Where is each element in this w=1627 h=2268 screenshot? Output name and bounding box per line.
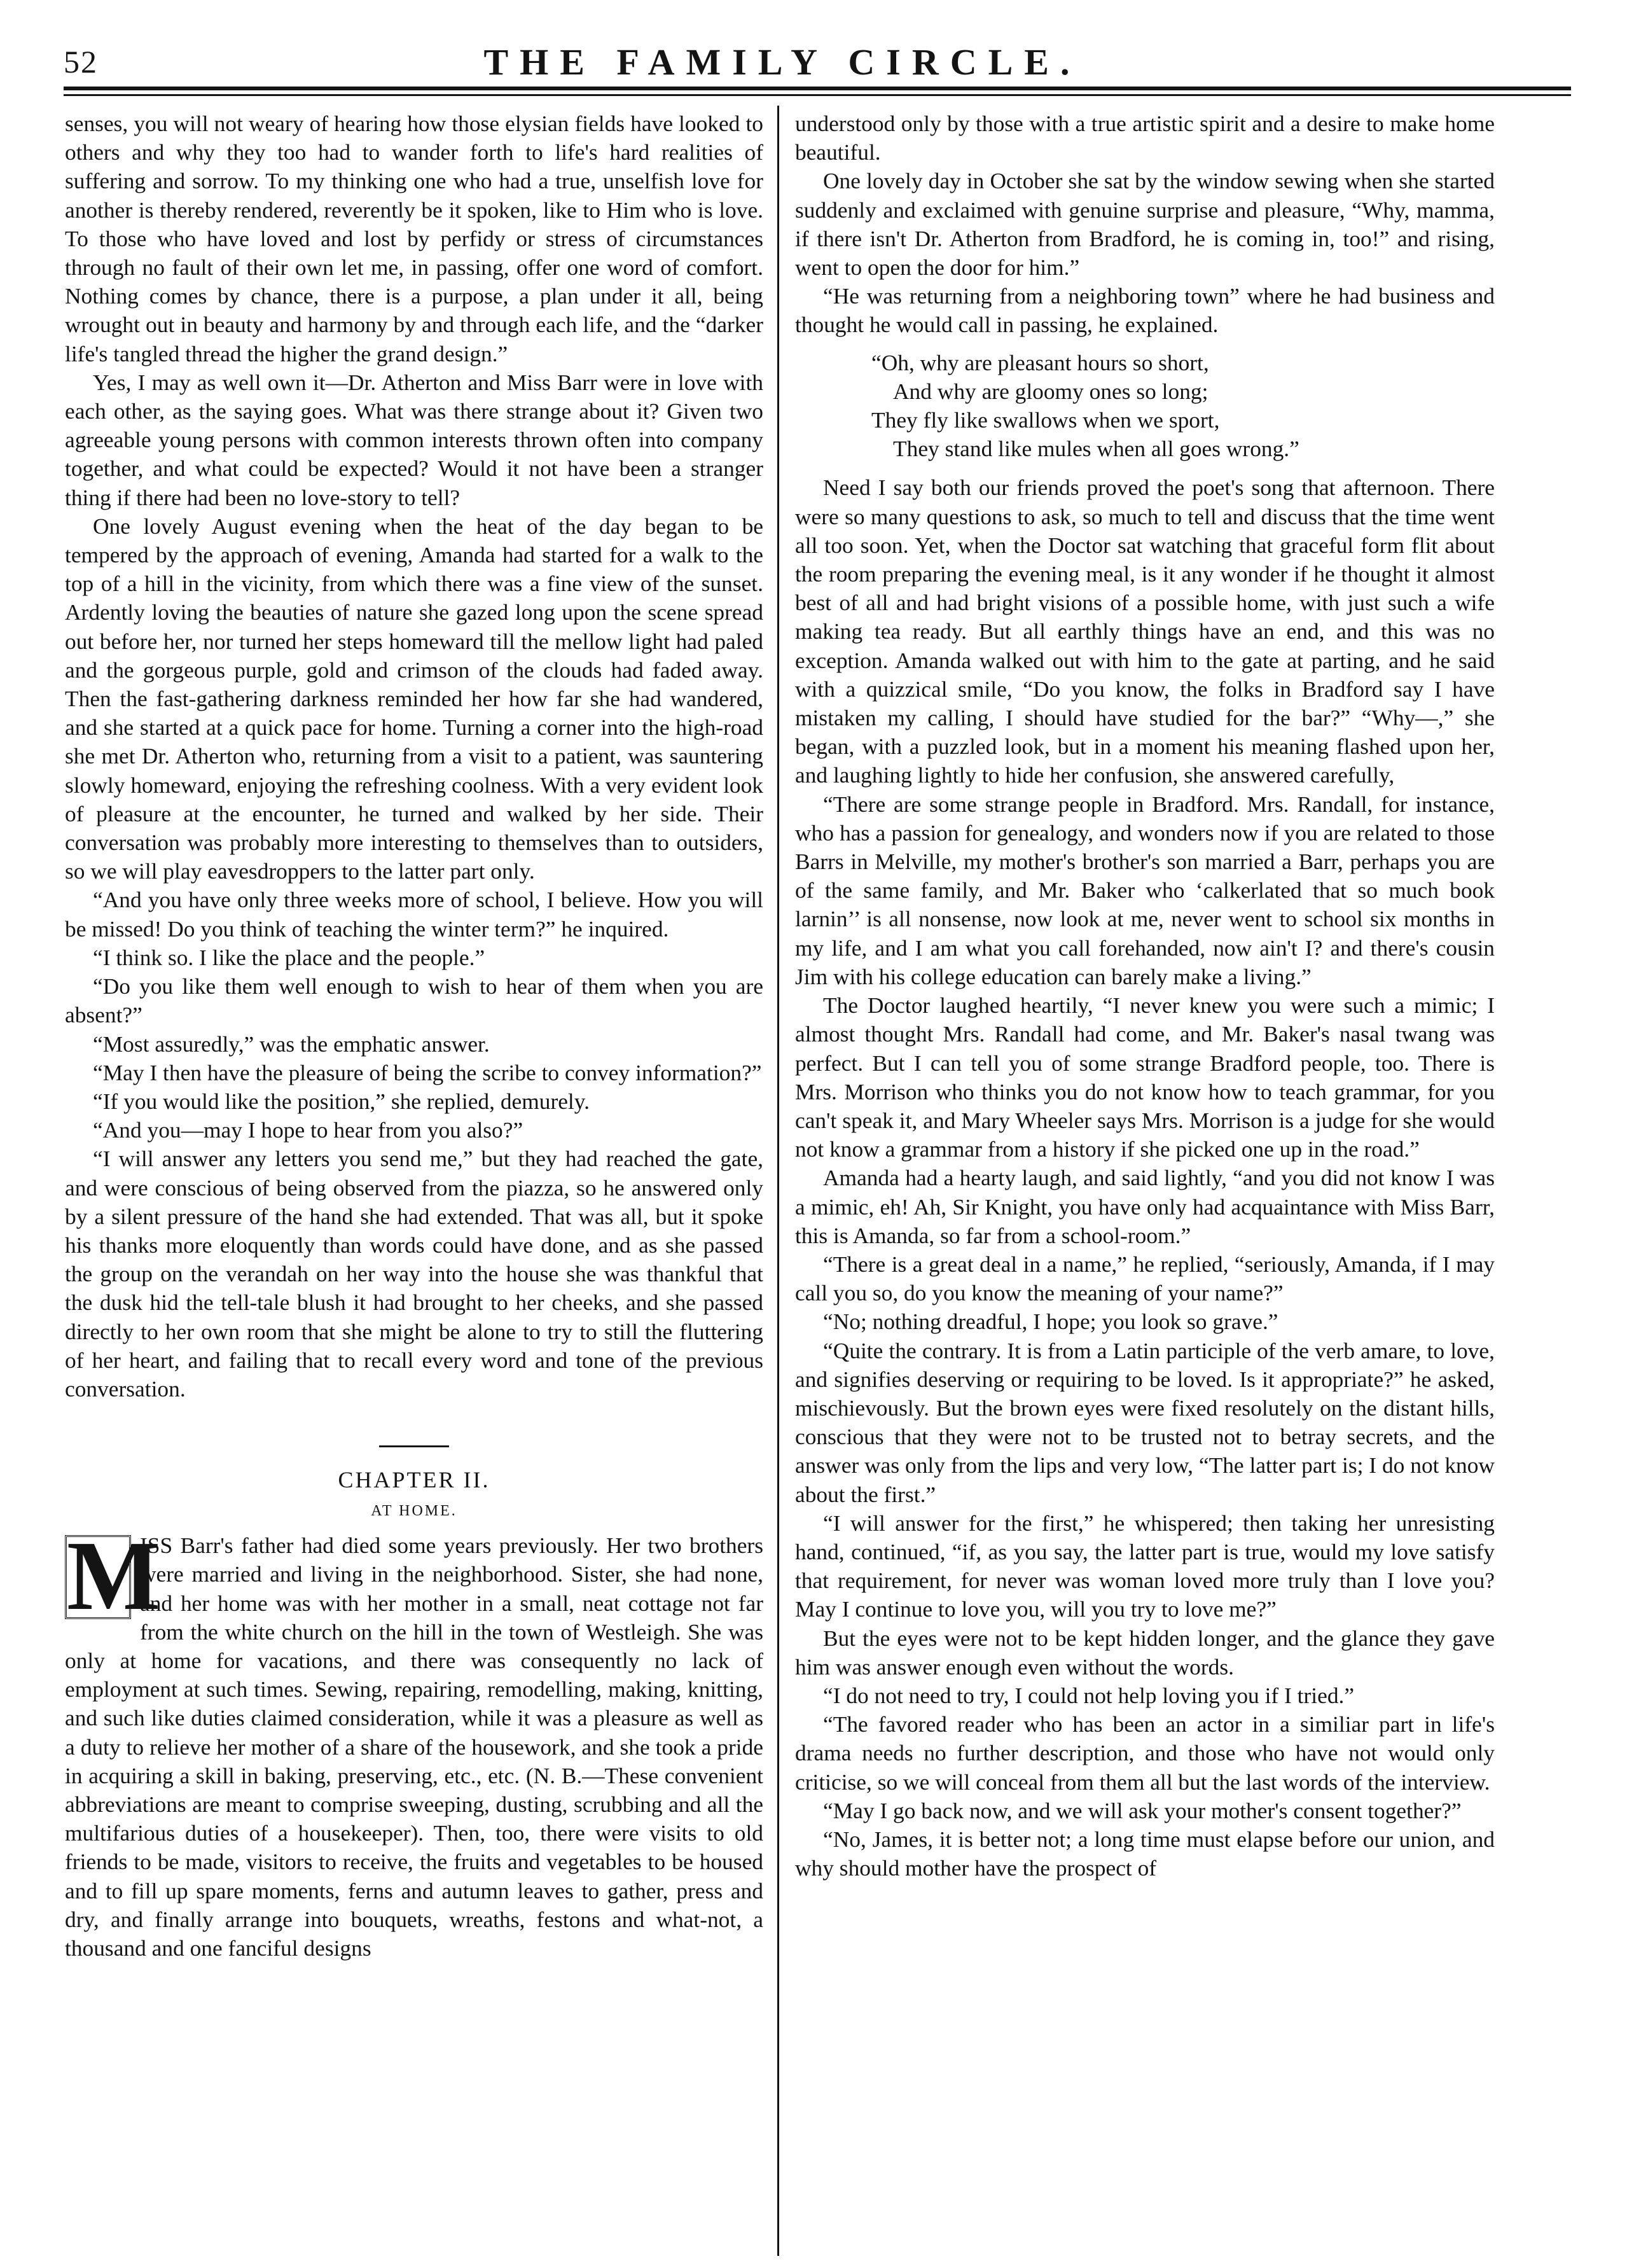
paragraph: “No, James, it is better not; a long time must elapse before our union, and why should mother have the prospect of bbox=[795, 1826, 1495, 1881]
paragraph: understood only by those with a true artistic spirit and a desire to make home beautiful. bbox=[795, 111, 1495, 165]
paragraph: The Doctor laughed heartily, “I never knew you were such a mimic; I almost thought Mrs. Randall had come, and Mr. Baker's nasal twang was perfect. But I can tell you of some strange Bradford people, too. There is Mrs. Morrison who thinks you do not know how to teach grammar, for you can't speak it, and Mary Wheeler says Mrs. Morrison is a judge for she would not know a grammar from a history if she picked one up in the road.” bbox=[795, 992, 1495, 1162]
chapter-opening-paragraph bbox=[65, 1520, 763, 1963]
paragraph: “Do you like them well enough to wish to hear of them when you are absent?” bbox=[65, 973, 763, 1028]
paragraph: But the eyes were not to be kept hidden longer, and the glance they gave him was answer enough even without the words. bbox=[795, 1625, 1495, 1680]
page-number: 52 bbox=[64, 44, 98, 80]
header-rule-thin bbox=[64, 94, 1571, 96]
paragraph: “There is a great deal in a name,” he replied, “seriously, Amanda, if I may call you so, do you know the meaning of your name?” bbox=[795, 1251, 1495, 1306]
paragraph: “And you have only three weeks more of school, I believe. How you will be missed! Do you think of teaching the winter term?” he inquired. bbox=[65, 887, 763, 942]
paragraph: One lovely day in October she sat by the window sewing when she started suddenly and exclaimed with genuine surprise and pleasure, “Why, mamma, if there isn't Dr. Atherton from Bradford, he is coming in, too!” and rising, went to open the door for him.” bbox=[795, 168, 1495, 281]
paragraph: “I think so. I like the place and the people.” bbox=[93, 944, 485, 970]
header-rule-thick bbox=[64, 87, 1571, 90]
chapter-subtitle: AT HOME. bbox=[371, 1503, 457, 1520]
page-header bbox=[64, 37, 1501, 88]
column-divider bbox=[777, 106, 779, 2256]
paragraph: “There are some strange people in Bradford. Mrs. Randall, for instance, who has a passion for genealogy, and wonders now if you are related to those Barrs in Melville, my mother's brother's son married a Barr, perhaps you are of the same family, and Mr. Baker who ‘calkerlated that so much book larnin’’ is all nonsense, now look at me, never went to school six months in my life, and I am what you call forehanded, now ain't I? and there's cousin Jim with his college education can barely make a living.” bbox=[795, 791, 1495, 989]
left-column bbox=[65, 109, 763, 1963]
paragraph: Yes, I may as well own it—Dr. Atherton and Miss Barr were in love with each other, as the saying goes. What was there strange about it? Given two agreeable young persons with common interests thrown often into company together, and what could be expected? Would it not have been a stranger thing if there had been no love-story to tell? bbox=[65, 369, 763, 510]
paragraph: “I do not need to try, I could not help loving you if I tried.” bbox=[823, 1682, 1355, 1708]
verse-line: They fly like swallows when we sport, bbox=[871, 407, 1220, 433]
verse-line: “Oh, why are pleasant hours so short, bbox=[871, 349, 1209, 375]
paragraph: Need I say both our friends proved the poet's song that afternoon. There were so many questions to ask, so much to tell and discuss that the time went all too soon. Yet, when the Doctor sat watching that graceful form flit about the room preparing the evening meal, is it any wonder if he thought it almost best of all and had bright visions of a possible home, with just such a wife making tea ready. But all earthly things have an end, and this was no exception. Amanda walked out with him to the gate at parting, and he said with a quizzical smile, “Do you know, the folks in Bradford say I have mistaken my calling, I should have studied for the bar?” “Why—,” she began, with a puzzled look, but in a moment his meaning flashed upon her, and laughing lightly to hide her confusion, she answered carefully, bbox=[795, 475, 1495, 788]
paragraph: Amanda had a hearty laugh, and said lightly, “and you did not know I was a mimic, eh! Ah, Sir Knight, you have only had acquaintance with Miss Barr, this is Amanda, so far from a school-room.” bbox=[795, 1165, 1495, 1248]
paragraph: “Most assuredly,” was the emphatic answer. bbox=[93, 1031, 490, 1057]
running-title: THE FAMILY CIRCLE. bbox=[483, 41, 1081, 83]
poem-quote bbox=[871, 349, 1495, 464]
paragraph: “If you would like the position,” she replied, demurely. bbox=[93, 1088, 590, 1114]
paragraph: “May I go back now, and we will ask your mother's consent together?” bbox=[823, 1797, 1462, 1823]
chapter-rule bbox=[379, 1445, 449, 1447]
paragraph: senses, you will not weary of hearing how those elysian fields have looked to others and why they too had to wander forth to life's hard realities of suffering and sorrow. To my thinking one who had a true, unselfish love for another is thereby rendered, reverently be it spoken, like to Him who is love. To those who have loved and lost by perfidy or stress of circumstances through no fault of their own let me, in passing, offer one word of comfort. Nothing comes by chance, there is a purpose, a plan under it all, being wrought out in beauty and harmony by and through each life, and the “darker life's tangled thread the higher the grand design.” bbox=[65, 111, 763, 366]
drop-cap-letter: M bbox=[65, 1535, 131, 1619]
chapter-title: CHAPTER II. bbox=[338, 1467, 490, 1493]
verse-line: And why are gloomy ones so long; bbox=[893, 378, 1208, 404]
paragraph: “I will answer for the first,” he whispered; then taking her unresisting hand, continued, “if, as you say, the latter part is true, would my love satisfy that requirement, for never was woman loved more truly than I love you? May I continue to love you, will you try to love me?” bbox=[795, 1510, 1495, 1622]
right-column bbox=[795, 109, 1495, 1882]
verse-line: They stand like mules when all goes wrong.” bbox=[893, 436, 1299, 462]
paragraph: One lovely August evening when the heat of the day began to be tempered by the approach of evening, Amanda had started for a walk to the top of a hill in the vicinity, from which there was a fine view of the sunset. Ardently loving the beauties of nature she gazed long upon the scene spread out before her, nor turned her steps homeward till the mellow light had paled and the gorgeous purple, gold and crimson of the clouds had faded away. Then the fast-gathering darkness reminded her how far she had wandered, and she started at a quick pace for home. Turning a corner into the high-road she met Dr. Atherton who, returning from a visit to a patient, was sauntering slowly homeward, enjoying the refreshing coolness. With a very evident look of pleasure at the encounter, he turned and walked by her side. Their conversation was probably more interesting to themselves than to outsiders, so we will play eavesdroppers to the latter part only. bbox=[65, 513, 763, 884]
paragraph: “And you—may I hope to hear from you also?” bbox=[93, 1117, 523, 1143]
paragraph: “He was returning from a neighboring town” where he had business and thought he would call in passing, he explained. bbox=[795, 283, 1495, 338]
paragraph: “No; nothing dreadful, I hope; you look so grave.” bbox=[823, 1309, 1278, 1335]
paragraph: “I will answer any letters you send me,” but they had reached the gate, and were conscious of being observed from the piazza, so he answered only by a silent pressure of the hand she had extended. That was all, but it spoke his thanks more eloquently than words could have done, and as she passed the group on the verandah on her way into the house she was thankful that the dusk hid the tell-tale blush it had brought to her cheeks, and she passed directly to her own room that she might be alone to try to still the fluttering of her heart, and failing that to recall every word and tone of the previous conversation. bbox=[65, 1146, 763, 1402]
paragraph-text: ISS Barr's father had died some years previously. Her two brothers were married and living in the neighborhood. Sister, she had none, and her home was with her mother in a small, neat cottage not far from the white church on the hill in the town of Westleigh. She was only at home for vacations, and there was consequently no lack of employment at such times. Sewing, repairing, remodelling, making, knitting, and such like duties claimed consideration, while it was a pleasure as well as a duty to relieve her mother of a share of the housework, and she took a pride in acquiring a skill in baking, preserving, etc., etc. (N. B.—These convenient abbreviations are meant to comprise sweeping, dusting, scrubbing and all the multifarious duties of a housekeeper). Then, too, there were visits to old friends to be made, visitors to receive, the fruits and vegetables to be housed and to fill up spare moments, ferns and autumn leaves to gather, press and dry, and finally arrange into bouquets, wreaths, festons and what-not, a thousand and one fanciful designs bbox=[65, 1533, 763, 1961]
paragraph: “May I then have the pleasure of being the scribe to convey information?” bbox=[93, 1059, 762, 1085]
paragraph: “The favored reader who has been an actor in a similiar part in life's drama needs no further description, and those who have not would only criticise, so we will conceal from them all but the last words of the interview. bbox=[795, 1711, 1495, 1795]
paragraph: “Quite the contrary. It is from a Latin participle of the verb amare, to love, and signifies deserving or requiring to be loved. Is it appropriate?” he asked, mischievously. But the brown eyes were fixed resolutely on the distant hills, conscious that they were not to be trusted not to betray secrets, and the answer was only from the lips and very low, “The latter part is; I do not know about the first.” bbox=[795, 1337, 1495, 1507]
